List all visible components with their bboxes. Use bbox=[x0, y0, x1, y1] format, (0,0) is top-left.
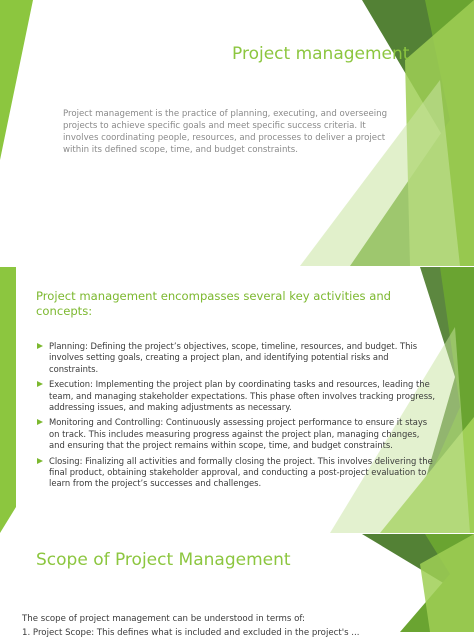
slide-2 bbox=[0, 267, 474, 533]
bullet-item bbox=[36, 456, 436, 490]
slide-body: Project management is the practice of planning, executing, and overseeing projects to achieve specific goals and meet specific success criteria. It involves coordinating people, resources, and processes to deliver a project within its defined scope, time, and budget constraints. bbox=[63, 109, 388, 155]
bullet-arrow-icon bbox=[37, 458, 43, 464]
slide-heading: Project management encompasses several key activities and concepts: bbox=[36, 289, 392, 318]
bullet-item bbox=[36, 379, 436, 413]
bullet-item bbox=[36, 341, 436, 375]
bullet-text: Monitoring and Controlling: Continuously assessing project performance to ensure it stays on track. This includes measuring progress against the project plan, managing changes, and ensuring that the project remains within scope, time, and budget constraints. bbox=[49, 417, 428, 451]
slide-title: Scope of Project Management bbox=[36, 550, 291, 570]
bullet-item bbox=[36, 417, 436, 451]
slide-3 bbox=[0, 534, 474, 638]
slide-body-partial-line: 1. Project Scope: This defines what is included and excluded in the project's ... bbox=[22, 628, 360, 638]
bullet-text: Execution: Implementing the project plan by coordinating tasks and resources, leading the team, and managing stakeholder expectations. This phase often involves tracking progress, addressing issues, and making adjustments as necessary. bbox=[49, 379, 436, 413]
bullet-arrow-icon bbox=[37, 343, 43, 349]
bullet-text: Closing: Finalizing all activities and formally closing the project. This involves delivering the final product, obtaining stakeholder approval, and conducting a post-project evaluation to learn from the project’s successes and challenges. bbox=[49, 455, 433, 489]
left-accent-shape bbox=[0, 267, 16, 533]
left-accent-shape bbox=[0, 0, 33, 160]
slide-body: The scope of project management can be understood in terms of: bbox=[22, 614, 305, 624]
bullet-text: Planning: Defining the project’s objectives, scope, timeline, resources, and budget. This involves setting goals, creating a project plan, and identifying potential risks and constraints. bbox=[49, 341, 418, 374]
slide-1 bbox=[0, 0, 474, 266]
slide-title: Project management bbox=[232, 44, 410, 64]
bullet-arrow-icon bbox=[37, 419, 43, 425]
bullet-list bbox=[36, 341, 436, 494]
bullet-arrow-icon bbox=[37, 381, 43, 387]
